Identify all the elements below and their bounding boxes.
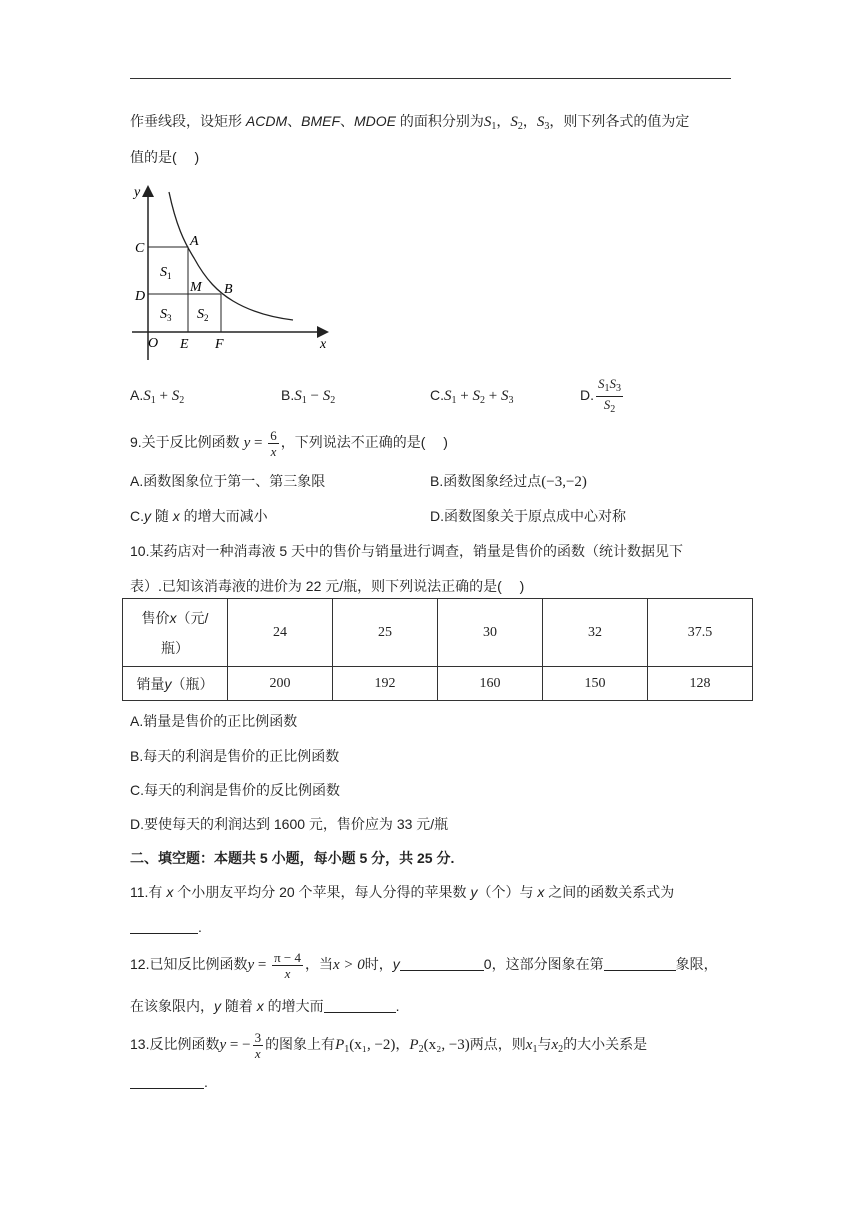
answer-blank[interactable] [130,1074,204,1089]
sales-header: 销量y（瓶） [123,667,228,701]
label-C: C [135,241,145,256]
sales-cell: 200 [228,667,333,701]
sep: 、 [340,113,355,129]
q13-line1: 13.反比例函数y = − $\frac{3}{x}$ 的图象上有$P_1(x_1$, −2)，$P_2(x_2$, −3)两点，则$x_1$与$x_2$的大小关系是 [130,1030,648,1061]
q9-option-c[interactable] [130,506,268,526]
q10-table [122,598,753,701]
var-x: x [172,508,180,524]
text: 随 [151,508,173,524]
label-M: M [190,280,202,295]
q9-point: (−3,−2) [541,474,587,490]
label-S2: $S_2$ [197,307,209,323]
q9-denominator: x [270,444,277,459]
label-A: A [190,234,199,249]
q8-line2: 值的是( ) [130,149,200,165]
q8-line1: 作垂线段，设矩形 ACDM、BMEF、MDOE 的面积分别为$S_1$，$S_2$，$S_3$，则下列各式的值为定 [130,113,690,132]
q9-option-b[interactable] [430,471,587,491]
var-y: y [144,508,151,524]
q10-option-d[interactable]: D.要使每天的利润达到 1600 元，售价应为 33 元/瓶 [130,816,449,832]
q9-stem: 9.关于反比例函数 y = $\frac{6}{x}$ ，下列说法不正确的是( ) [130,428,448,459]
q8-text-a: 作垂线段，设矩形 [130,113,242,129]
point-p2: (x₂, −3) [423,1037,470,1054]
q11-line1: 11.有 x 个小朋友平均分 20 个苹果，每人分得的苹果数 y（个）与 x 之间的函数关系式为 [130,884,675,900]
point-p1: (x₁, −2) [349,1037,396,1054]
sales-cell: 160 [438,667,543,701]
text: 的增大而减小 [179,508,268,524]
price-cell: 32 [543,599,648,667]
label-S3: $S_3$ [160,307,172,323]
label-x: x [320,337,327,352]
label-D: D [135,289,146,304]
q13-denominator: x [254,1046,261,1061]
option-letter: B. [281,387,295,403]
answer-blank[interactable] [324,998,396,1013]
q8-text-c: ，则下列各式的值为定 [549,113,690,129]
q12-denominator: x [284,966,291,981]
section-heading: 二、填空题：本题共 5 小题，每小题 5 分，共 25 分. [130,850,455,866]
label-O: O [148,336,159,351]
answer-blank[interactable] [400,956,484,971]
q9-optb-text: B.函数图象经过点 [430,473,542,489]
sales-cell: 128 [648,667,753,701]
q10-option-b[interactable]: B.每天的利润是售价的正比例函数 [130,748,340,764]
option-letter: A. [130,387,144,403]
table-row-sales [123,667,753,701]
q8-text-b: 的面积分别为 [399,113,484,129]
q8-option-b[interactable]: $B.S_1 - S_2$ [281,387,336,406]
price-cell: 30 [438,599,543,667]
q12-line1: 12.已知反比例函数y = $\frac{\pi - 4}{x}$ ，当x > 0时，y 0，这部分图象在第 象限， [130,950,718,981]
price-cell: 37.5 [648,599,753,667]
sales-cell: 150 [543,667,648,701]
label-E: E [180,337,189,352]
q10-option-a[interactable]: A.销量是售价的正比例函数 [130,713,298,729]
q10-option-c[interactable]: C.每天的利润是售价的反比例函数 [130,782,340,798]
q8-option-a[interactable]: $A.S_1 + S_2$ [130,387,185,406]
q8-figure [128,180,338,370]
q13-line2: . [130,1072,735,1092]
price-cell: 25 [333,599,438,667]
price-cell: 24 [228,599,333,667]
q8-option-d[interactable]: D. $\frac{S_1S_3}{S_2}$ [580,376,621,415]
q10-line2: 表）.已知该消毒液的进价为 22 元/瓶，则下列说法正确的是( ) [130,578,525,594]
q12-condition: x > 0 [333,957,365,974]
sep: 、 [287,113,302,129]
s1-symbol: $S_1$ [483,114,497,132]
q11-line2: . [130,917,735,937]
table-row-price [123,599,753,667]
rect-acdm: ACDM [245,113,288,129]
rect-mdoe: MDOE [354,113,397,129]
price-header: 售价x（元/ 瓶） [123,599,228,667]
q9-suffix: ，下列说法不正确的是( ) [280,434,448,451]
label-F: F [215,337,224,352]
q9-option-a[interactable]: A.函数图象位于第一、第三象限 [130,473,326,489]
q9-numerator: 6 [270,428,277,443]
q8-option-c[interactable]: $C.S_1 + S_2 + S_3$ [430,387,514,406]
s3-symbol: $S_3$ [536,114,550,132]
label-S1: $S_1$ [160,265,172,281]
option-letter: D. [580,387,594,404]
label-y: y [134,185,141,200]
s2-symbol: $S_2$ [510,114,523,132]
q9-prefix: 9.关于反比例函数 [130,434,240,451]
option-letter: C. [130,508,144,524]
header-rule [130,78,731,79]
rectangles [148,247,221,332]
sales-cell: 192 [333,667,438,701]
label-B: B [224,282,233,297]
option-letter: C. [430,387,444,403]
q12-numerator: π − 4 [274,950,302,965]
answer-blank[interactable] [604,956,676,971]
q10-line1: 10.某药店对一种消毒液 5 天中的售价与销量进行调查，销量是售价的函数（统计数据见下 [130,543,684,559]
q12-line2: 在该象限内，y 随着 x 的增大而 . [130,998,400,1014]
answer-blank[interactable] [130,919,198,934]
q9-option-d[interactable]: D.函数图象关于原点成中心对称 [430,508,626,524]
q13-numerator: 3 [254,1030,262,1045]
rect-bmef: BMEF [301,113,341,129]
